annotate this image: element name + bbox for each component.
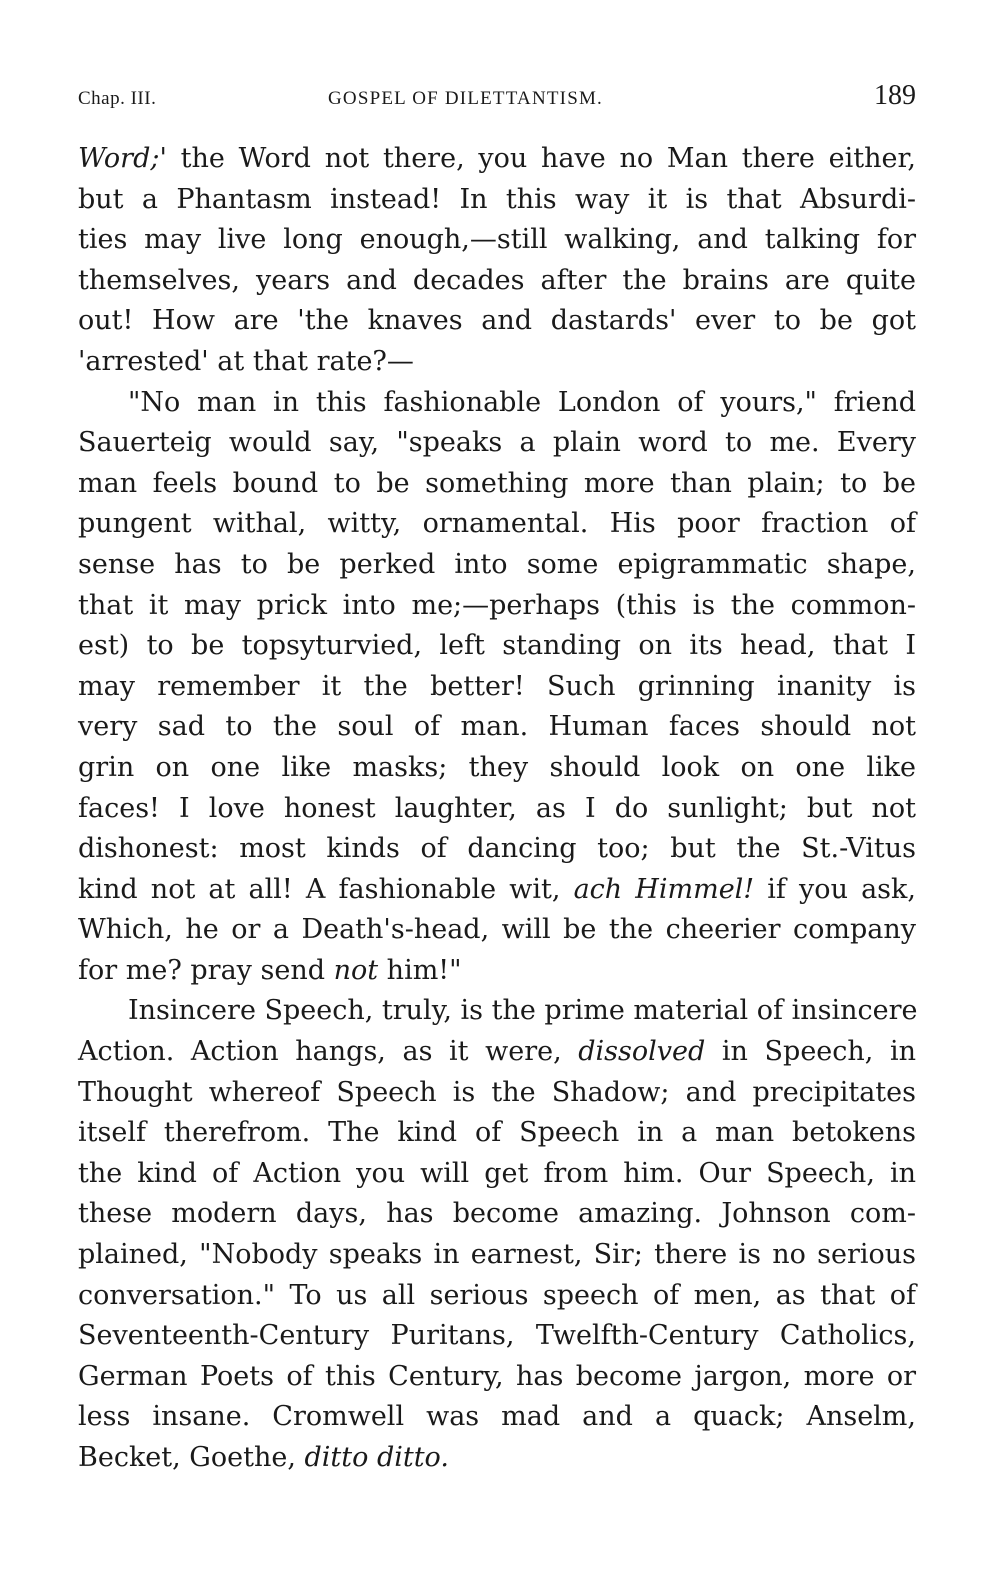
text-segment: in Speech, in — [705, 1036, 916, 1068]
text-line — [78, 1397, 916, 1438]
text-line — [78, 951, 916, 992]
text-segment: itself therefrom. The kind of Speech in a man betokens — [78, 1117, 916, 1149]
text-segment: if you ask, — [754, 873, 916, 905]
text-line — [78, 301, 916, 342]
italic-text: not — [333, 954, 379, 986]
text-segment: faces! I love honest laughter, as I do sunlight; but not — [78, 792, 916, 824]
text-line — [78, 1276, 916, 1317]
text-line — [78, 342, 916, 383]
text-segment: dishonest: most kinds of dancing too; but the St.-Vitus — [78, 833, 916, 865]
text-line — [78, 464, 916, 505]
text-line — [78, 829, 916, 870]
text-segment: but a Phantasm instead! In this way it is that Absurdi- — [78, 183, 916, 215]
italic-text: dissolved — [578, 1036, 706, 1068]
text-segment: Insincere Speech, truly, is the prime material of insincere — [128, 995, 918, 1027]
text-segment: man feels bound to be something more than plain; to be — [78, 467, 916, 499]
text-segment: Action. Action hangs, as it were, — [78, 1036, 579, 1068]
text-segment: for me? pray send — [78, 954, 334, 986]
italic-text: ach Himmel! — [573, 873, 755, 905]
text-line — [78, 1438, 916, 1479]
text-segment: est) to be topsyturvied, left standing on its head, that I — [78, 630, 916, 662]
text-line — [78, 1194, 916, 1235]
text-segment: the kind of Action you will get from him. Our Speech, in — [78, 1157, 916, 1189]
text-line — [78, 748, 916, 789]
text-line — [78, 261, 916, 302]
text-line — [78, 870, 916, 911]
text-line — [78, 789, 916, 830]
text-line — [78, 1316, 916, 1357]
text-line — [78, 626, 916, 667]
text-segment: Becket, Goethe, — [78, 1442, 305, 1473]
text-segment: sense has to be perked into some epigrammatic shape, — [78, 548, 916, 580]
text-line — [78, 667, 916, 708]
text-segment: less insane. Cromwell was mad and a quack; Anselm, — [78, 1401, 916, 1433]
text-segment: Seventeenth-Century Puritans, Twelfth-Century Catholics, — [78, 1320, 916, 1352]
text-line — [78, 139, 916, 180]
text-line — [78, 1357, 916, 1398]
text-segment: these modern days, has become amazing. Johnson com- — [78, 1198, 916, 1230]
text-line — [78, 180, 916, 221]
text-segment: the Word not there, you have no Man there either, — [166, 143, 916, 174]
text-segment: that it may prick into me;—perhaps (this is the common- — [78, 589, 916, 621]
text-line — [78, 1154, 916, 1195]
text-line — [78, 1032, 916, 1073]
text-segment: him!" — [378, 954, 462, 986]
text-segment: ties may live long enough,—still walking, and talking for — [78, 224, 916, 256]
italic-text: ditto ditto. — [304, 1442, 449, 1473]
text-line — [78, 991, 916, 1032]
text-line — [78, 1235, 916, 1276]
text-line — [78, 707, 916, 748]
text-line — [78, 220, 916, 261]
text-segment: German Poets of this Century, has become jargon, more or — [78, 1360, 916, 1392]
text-segment: Which, he or a Death's-head, will be the cheerier company — [78, 914, 916, 946]
text-segment: very sad to the soul of man. Human faces should not — [78, 711, 916, 743]
running-head — [78, 80, 916, 120]
text-segment: conversation." To us all serious speech of men, as that of — [78, 1279, 916, 1311]
text-segment: pungent withal, witty, ornamental. His poor fraction of — [78, 508, 916, 540]
text-segment: "No man in this fashionable London of yours," friend — [128, 386, 916, 418]
running-title: GOSPEL OF DILETTANTISM. — [328, 88, 604, 109]
text-line — [78, 545, 916, 586]
text-segment: Sauerteig would say, "speaks a plain word to me. Every — [78, 427, 916, 459]
text-segment: Thought whereof Speech is the Shadow; and precipitates — [78, 1076, 916, 1108]
text-line — [78, 586, 916, 627]
chapter-label: Chap. III. — [78, 88, 157, 109]
text-segment: out! How are 'the knaves and dastards' ever to be got — [78, 305, 916, 337]
text-segment: themselves, years and decades after the brains are quite — [78, 264, 916, 296]
text-segment: grin on one like masks; they should look on one like — [78, 751, 916, 783]
text-segment: plained, "Nobody speaks in earnest, Sir; there is no serious — [78, 1239, 916, 1271]
text-line — [78, 1113, 916, 1154]
body-text — [78, 139, 916, 1479]
page-number: 189 — [874, 80, 916, 111]
text-segment: may remember it the better! Such grinning inanity is — [78, 670, 916, 702]
text-line — [78, 910, 916, 951]
text-line — [78, 1073, 916, 1114]
text-segment: 'arrested' at that rate?— — [78, 345, 414, 377]
italic-text: Word;' — [78, 143, 167, 174]
text-line — [78, 504, 916, 545]
text-segment: kind not at all! A fashionable wit, — [78, 873, 574, 905]
text-line — [78, 383, 916, 424]
text-line — [78, 423, 916, 464]
